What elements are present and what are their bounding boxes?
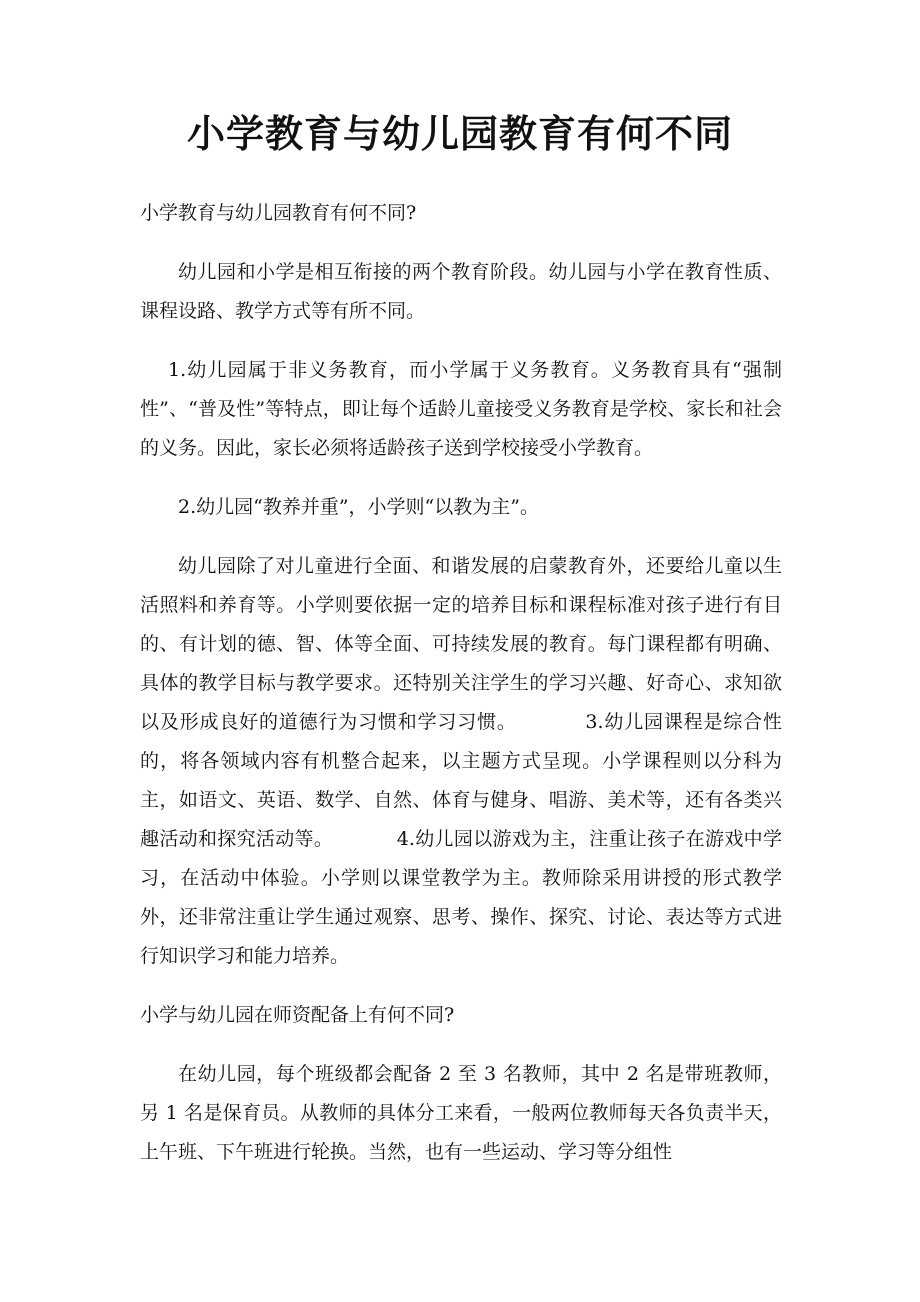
section-question-1: 小学教育与幼儿园教育有何不同? <box>140 202 417 224</box>
section-question-2: 小学与幼儿园在师资配备上有何不同? <box>140 1004 455 1026</box>
point-1-paragraph: 1.幼儿园属于非义务教育，而小学属于义务教育。义务教育具有“强制性”、“普及性”等特点，即让每个适龄儿童接受义务教育是学校、家长和社会的义务。因此，家长必须将适龄孩子送到学校接受小学教育。 <box>140 359 782 459</box>
document-title: 小学教育与幼儿园教育有何不同 <box>186 111 733 156</box>
staffing-paragraph: 在幼儿园，每个班级都会配备 2 至 3 名教师，其中 2 名是带班教师，另 1 名是保育员。从教师的具体分工来看，一般两位教师每天各负责半天，上午班、下午班进行轮换。当然，也有一些运动、学习等分组性 <box>140 1063 782 1163</box>
document-body <box>140 194 782 1192</box>
point-2-heading: 2.幼儿园“教养并重”，小学则“以教为主”。 <box>178 496 539 518</box>
intro-paragraph: 幼儿园和小学是相互衔接的两个教育阶段。幼儿园与小学在教育性质、课程设路、教学方式等有所不同。 <box>140 261 782 322</box>
point-2-3-4-paragraph: 幼儿园除了对儿童进行全面、和谐发展的启蒙教育外，还要给儿童以生活照料和养育等。小学则要依据一定的培养目标和课程标准对孩子进行有目的、有计划的德、智、体等全面、可持续发展的教育。每门课程都有明确、具体的教学目标与教学要求。还特别关注学生的学习兴趣、好奇心、求知欲以及形成良好的道德行为习惯和学习习惯。 3.幼儿园课程是综合性的，将各领域内容有机整合起来，以主题方式呈现。小学课程则以分科为主，如语文、英语、数学、自然、体育与健身、唱游、美术等，还有各类兴趣活动和探究活动等。 4.幼儿园以游戏为主，注重让孩子在游戏中学习，在活动中体验。小学则以课堂教学为主。教师除采用讲授的形式教学外，还非常注重让学生通过观察、思考、操作、探究、讨论、表达等方式进行知识学习和能力培养。 <box>140 555 782 967</box>
